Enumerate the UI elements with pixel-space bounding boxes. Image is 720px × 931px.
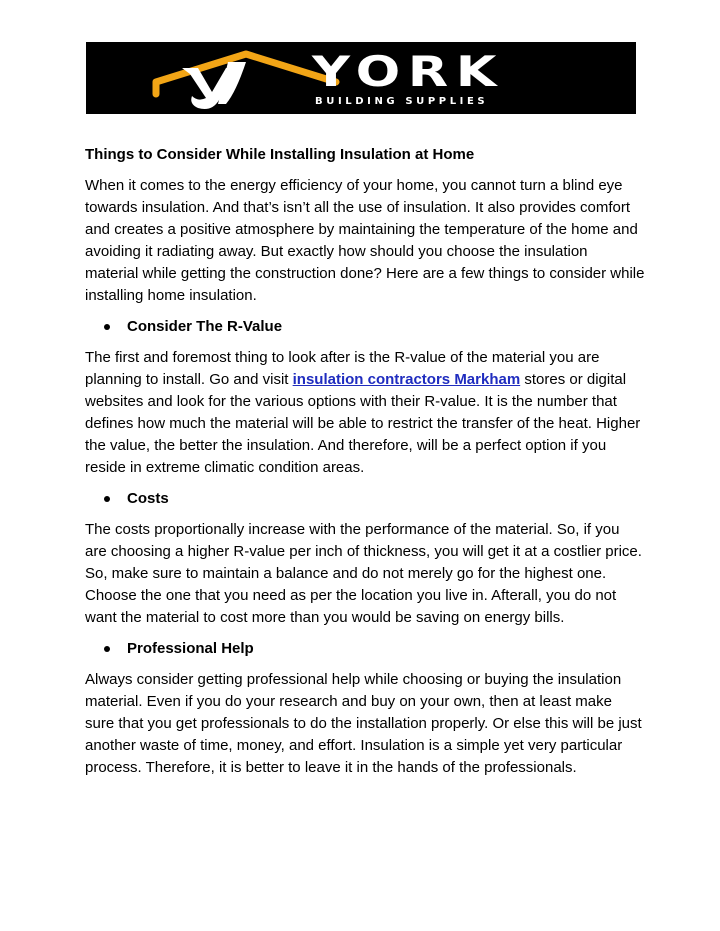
bullet-icon	[104, 324, 110, 330]
r-value-text-before: The first and foremost thing to look after is the R-value of the material you are planning to install. Go and visit	[85, 349, 600, 388]
document-body	[85, 144, 645, 788]
professional-help-paragraph: Always consider getting professional help while choosing or buying the insulation material. Even if you do your research and buy on your own, then at least make sure that you get professionals to do the installation properly. Or else this will be just another waste of time, money, and effort. Insulation is a simple yet very particular process. Therefore, it is better to leave it in the hands of the professionals.	[85, 671, 642, 776]
section-heading-label: Costs	[127, 490, 169, 507]
r-value-text-after: stores or digital websites and look for the various options with their R-value. It is the number that defines how much the material will be able to restrict the transfer of the heat. Higher the value, the better the insulation. And therefore, will be a perfect option if you reside in extreme climatic condition areas.	[85, 371, 641, 476]
insulation-contractors-link[interactable]: insulation contractors Markham	[292, 371, 521, 388]
bullet-icon	[104, 646, 110, 652]
brand-tagline: BUILDING SUPPLIES	[315, 96, 489, 107]
bullet-icon	[104, 496, 110, 502]
section-heading-costs	[85, 488, 645, 510]
document-title: Things to Consider While Installing Insulation at Home	[85, 146, 475, 163]
brand-banner	[86, 42, 636, 114]
brand-wordmark: YORK	[312, 47, 504, 96]
section-heading-label: Consider The R-Value	[127, 318, 283, 335]
section-heading-label: Professional Help	[127, 640, 254, 657]
section-heading-r-value	[85, 316, 645, 338]
costs-paragraph: The costs proportionally increase with the performance of the material. So, if you are choosing a higher R-value per inch of thickness, you will get it at a costlier price. So, make sure to maintain a balance and do not merely go for the highest one. Choose the one that you need as per the location you live in. Afterall, you do not want the material to cost more than you would be saving on energy bills.	[85, 521, 642, 626]
intro-paragraph: When it comes to the energy efficiency of your home, you cannot turn a blind eye towards insulation. And that’s isn’t all the use of insulation. It also provides comfort and creates a positive atmosphere by maintaining the temperature of the home and avoiding it radiating away. But exactly how should you choose the insulation material while getting the construction done? Here are a few things to consider while installing home insulation.	[85, 177, 645, 304]
r-value-paragraph	[85, 347, 645, 479]
section-heading-professional-help	[85, 638, 645, 660]
